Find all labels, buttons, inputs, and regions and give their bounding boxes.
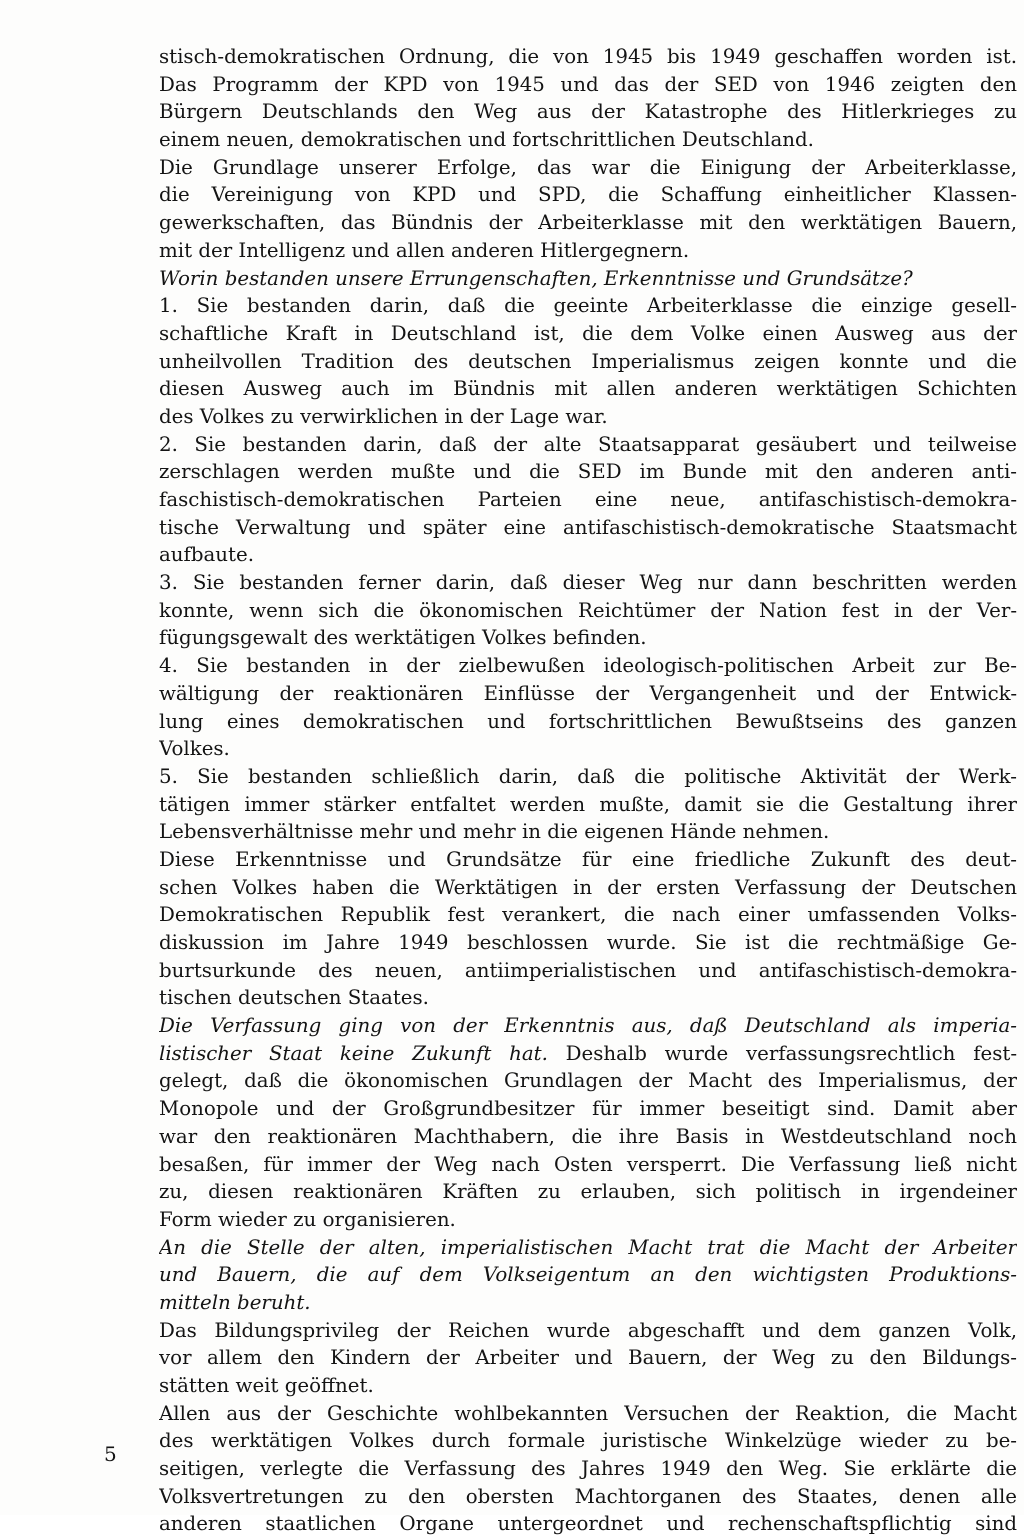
- text-line: des werktätigen Volkes durch formale juristische Winkelzüge wieder zu be-: [159, 1429, 1017, 1453]
- text-line: [159, 1040, 1017, 1068]
- text-line: konnte, wenn sich die ökonomischen Reichtümer der Nation fest in der Ver-: [159, 598, 1017, 622]
- text-line: Worin bestanden unsere Errungenschaften, Erkenntnisse und Grundsätze?: [159, 266, 913, 290]
- text-line: gewerkschaften, das Bündnis der Arbeiterklasse mit den werktätigen Bauern,: [159, 211, 1017, 235]
- text-line: unheilvollen Tradition des deutschen Imperialismus zeigen konnte und die: [159, 349, 1017, 373]
- text-line: Form wieder zu organisieren.: [159, 1207, 456, 1231]
- text-line: vor allem den Kindern der Arbeiter und Bauern, der Weg zu den Bildungs-: [159, 1346, 1017, 1370]
- text-line: 2. Sie bestanden darin, daß der alte Staatsapparat gesäubert und teilweise: [159, 432, 1017, 456]
- text-line: Monopole und der Großgrundbesitzer für immer beseitigt sind. Damit aber: [159, 1097, 1017, 1121]
- text-line: Diese Erkenntnisse und Grundsätze für eine friedliche Zukunft des deut-: [159, 847, 1017, 871]
- text-line: mit der Intelligenz und allen anderen Hitlergegnern.: [159, 238, 690, 262]
- text-line: An die Stelle der alten, imperialistischen Macht trat die Macht der Arbeiter: [159, 1235, 1017, 1259]
- text-line: anderen staatlichen Organe untergeordnet und rechenschaftspflichtig sind: [159, 1512, 1017, 1536]
- text-line: burtsurkunde des neuen, antiimperialistischen und antifaschistisch-demokra-: [159, 958, 1017, 982]
- body-text: [159, 43, 1017, 1538]
- text-line: Volksvertretungen zu den obersten Machtorganen des Staates, denen alle: [159, 1484, 1017, 1508]
- text-line: aufbaute.: [159, 543, 254, 567]
- italic-text-segment: listischer Staat keine Zukunft hat.: [159, 1041, 548, 1065]
- text-line: diesen Ausweg auch im Bündnis mit allen anderen werktätigen Schichten: [159, 377, 1017, 401]
- text-line: und Bauern, die auf dem Volkseigentum an den wichtigsten Produktions-: [159, 1263, 1017, 1287]
- text-line: Allen aus der Geschichte wohlbekannten Versuchen der Reaktion, die Macht: [159, 1401, 1017, 1425]
- text-line: fügungsgewalt des werktätigen Volkes befinden.: [159, 626, 647, 650]
- text-line: Die Verfassung ging von der Erkenntnis aus, daß Deutschland als imperia-: [159, 1014, 1017, 1038]
- text-line: Demokratischen Republik fest verankert, die nach einer umfassenden Volks-: [159, 903, 1017, 927]
- text-line: des Volkes zu verwirklichen in der Lage war.: [159, 404, 608, 428]
- text-line: 4. Sie bestanden in der zielbewußen ideologisch-politischen Arbeit zur Be-: [159, 654, 1017, 678]
- text-line: tische Verwaltung und später eine antifaschistisch-demokratische Staatsmacht: [159, 515, 1017, 539]
- text-line: 3. Sie bestanden ferner darin, daß dieser Weg nur dann beschritten werden: [159, 571, 1017, 595]
- text-line: mitteln beruht.: [159, 1290, 311, 1314]
- text-line: war den reaktionären Machthabern, die ihre Basis in Westdeutschland noch: [159, 1124, 1017, 1148]
- text-line: Das Bildungsprivileg der Reichen wurde abgeschafft und dem ganzen Volk,: [159, 1318, 1017, 1342]
- text-line: besaßen, für immer der Weg nach Osten versperrt. Die Verfassung ließ nicht: [159, 1152, 1017, 1176]
- text-line: 5. Sie bestanden schließlich darin, daß die politische Aktivität der Werk-: [159, 764, 1017, 788]
- text-line: tätigen immer stärker entfaltet werden mußte, damit sie die Gestaltung ihrer: [159, 792, 1017, 816]
- normal-text-segment: Deshalb wurde verfassungsrechtlich fest-: [547, 1041, 1017, 1065]
- text-line: zu, diesen reaktionären Kräften zu erlauben, sich politisch in irgendeiner: [159, 1180, 1017, 1204]
- text-line: die Vereinigung von KPD und SPD, die Schaffung einheitlicher Klassen-: [159, 183, 1017, 207]
- page-number: 5: [104, 1442, 117, 1466]
- text-line: tischen deutschen Staates.: [159, 986, 429, 1010]
- text-line: stätten weit geöffnet.: [159, 1374, 374, 1397]
- text-line: Volkes.: [159, 737, 230, 761]
- text-line: faschistisch-demokratischen Parteien eine neue, antifaschistisch-demokra-: [159, 488, 1017, 511]
- text-line: einem neuen, demokratischen und fortschrittlichen Deutschland.: [159, 128, 814, 152]
- text-line: stisch-demokratischen Ordnung, die von 1945 bis 1949 geschaffen worden ist.: [159, 45, 1017, 68]
- text-line: seitigen, verlegte die Verfassung des Jahres 1949 den Weg. Sie erklärte die: [159, 1457, 1017, 1481]
- text-line: Das Programm der KPD von 1945 und das der SED von 1946 zeigten den: [159, 72, 1017, 96]
- text-line: lung eines demokratischen und fortschrittlichen Bewußtseins des ganzen: [159, 709, 1017, 733]
- text-line: schaftliche Kraft in Deutschland ist, die dem Volke einen Ausweg aus der: [159, 321, 1017, 345]
- text-line: diskussion im Jahre 1949 beschlossen wurde. Sie ist die rechtmäßige Ge-: [159, 931, 1017, 954]
- text-line: zerschlagen werden mußte und die SED im Bunde mit den anderen anti-: [159, 460, 1017, 484]
- text-line: Die Grundlage unserer Erfolge, das war die Einigung der Arbeiterklasse,: [159, 155, 1017, 179]
- text-line: Bürgern Deutschlands den Weg aus der Katastrophe des Hitlerkrieges zu: [159, 100, 1017, 124]
- text-line: wältigung der reaktionären Einflüsse der Vergangenheit und der Entwick-: [159, 681, 1017, 705]
- text-line: 1. Sie bestanden darin, daß die geeinte Arbeiterklasse die einzige gesell-: [159, 294, 1017, 318]
- text-line: gelegt, daß die ökonomischen Grundlagen der Macht des Imperialismus, der: [159, 1069, 1017, 1093]
- text-line: schen Volkes haben die Werktätigen in der ersten Verfassung der Deutschen: [159, 875, 1017, 899]
- text-line: Lebensverhältnisse mehr und mehr in die eigenen Hände nehmen.: [159, 820, 830, 844]
